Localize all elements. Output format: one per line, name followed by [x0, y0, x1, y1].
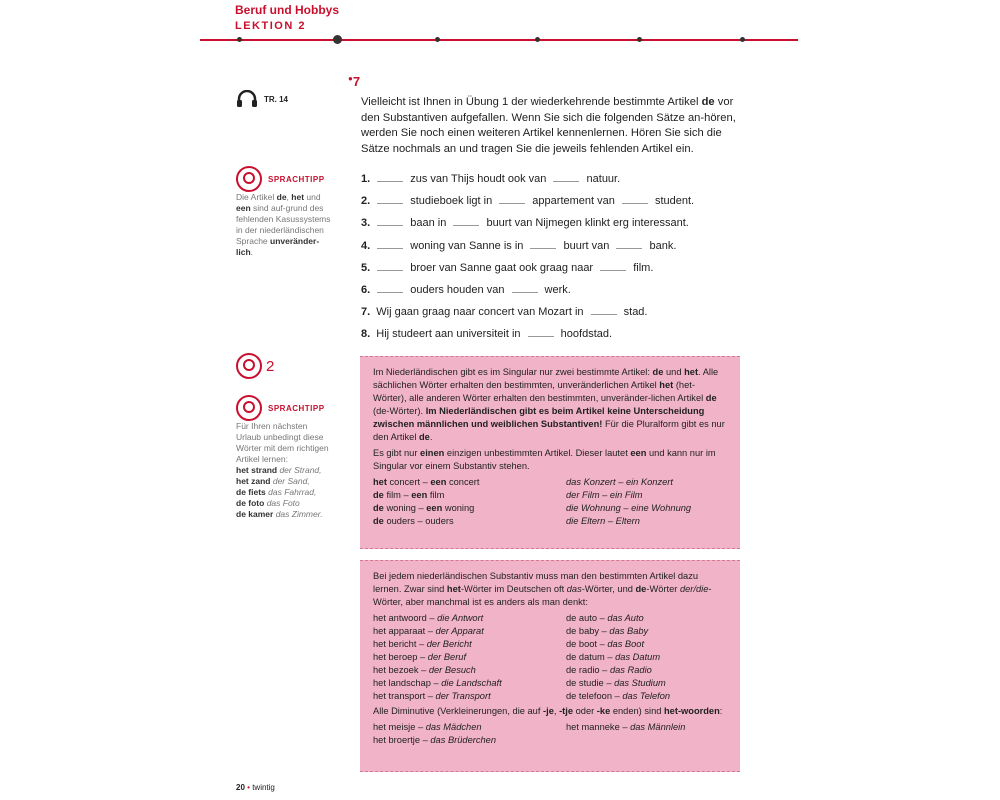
blank-field[interactable]: [499, 195, 525, 204]
exercise-items: [361, 173, 694, 351]
blank-field[interactable]: [528, 328, 554, 337]
exercise-item: 6. ouders houden van werk.: [361, 283, 571, 296]
page-number: 20 • twintig: [236, 783, 275, 792]
vocab-row: het bezoek – der Besuch de radio – das Radio: [373, 665, 652, 675]
article-example-row: de film – een film der Film – ein Film: [373, 490, 643, 500]
article-example-row: de ouders – ouders die Eltern – Eltern: [373, 516, 640, 526]
indefinite-paragraph: Es gibt nur einen einzigen unbestimmten Artikel. Dieser lautet een und kann nur im Singular vor einem Substantiv stehen.: [373, 448, 716, 471]
articles-paragraph: Im Niederländischen gibt es im Singular nur zwei bestimmte Artikel: de und het. Alle sächlichen Wörter erhalten den bestimmten, unveränderlichen Artikel het (het-Wörter), alle anderen Wörter erhalten den bestimmten, unveränder-lichen Artikel de (de-Wörter). Im Niederländischen gibt es beim Artikel keine Unterscheidung zwischen männlichen und weiblichen Substantiven! Für die Pluralform gibt es nur den Artikel de.: [373, 367, 725, 442]
bullet-icon: ●: [348, 74, 353, 83]
blank-field[interactable]: [530, 240, 556, 249]
vocab-row: het broertje – das Brüderchen: [373, 735, 497, 745]
sprachtipp-2-heading: SPRACHTIPP: [236, 395, 325, 421]
vocab-entry: de fiets das Fahrrad,: [236, 487, 317, 497]
exercise-item: 7. Wij gaan graag naar concert van Mozart in stad.: [361, 306, 648, 319]
exercise-item: 2. studieboek ligt in appartement van student.: [361, 195, 695, 208]
vocab-entry: de kamer das Zimmer.: [236, 509, 323, 519]
sprachtipp-1-heading: SPRACHTIPP: [236, 166, 325, 192]
sprachtipp-2-text: Für Ihren nächsten Urlaub unbedingt diese Wörter mit dem richtigen Artikel lernen: het strand der Strand, het zand der Sand, de fiets das Fahrrad, de foto das Foto de kamer das Zimmer.: [236, 421, 331, 520]
vocab-entry: het zand der Sand,: [236, 476, 310, 486]
exercise-item: 1. zus van Thijs houdt ook van natuur.: [361, 173, 621, 185]
exercise-item: 5. broer van Sanne gaat ook graag naar film.: [361, 261, 654, 274]
article-example-row: het concert – een concert das Konzert – ein Konzert: [373, 477, 673, 487]
blank-field[interactable]: [616, 240, 642, 249]
blank-field[interactable]: [622, 195, 648, 204]
headphones-icon: [236, 90, 258, 108]
vocab-row: het meisje – das Mädchen het manneke – das Männlein: [373, 722, 686, 732]
lesson-timeline: [200, 39, 798, 41]
exercise-number: ●7: [348, 74, 361, 89]
blank-field[interactable]: [512, 284, 538, 293]
sprachtipp-1-text: Die Artikel de, het und een sind auf-grund des fehlenden Kasussystems in der niederländischen Sprache unveränder-lich.: [236, 192, 331, 257]
blank-field[interactable]: [377, 240, 403, 249]
blank-field[interactable]: [453, 217, 479, 226]
chapter-title: Beruf und Hobbys: [235, 3, 339, 17]
exercise-instruction: Vielleicht ist Ihnen in Übung 1 der wiederkehrende bestimmte Artikel de vor den Substantiven aufgefallen. Wenn Sie sich die folgenden Sätze an-hören, werden Sie noch einen weiteren Artikel kennenlernen. Hören Sie sich die Sätze nochmals an und tragen Sie die jeweils fehlenden Artikel ein.: [361, 96, 736, 155]
gender-paragraph: Bei jedem niederländischen Substantiv muss man den bestimmten Artikel dazu lernen. Zwar sind het-Wörter im Deutschen oft das-Wörter, und de-Wörter der/die-Wörter, aber manchmal ist es anders als man denkt:: [373, 571, 712, 607]
vocab-row: het transport – der Transport de telefoon – das Telefon: [373, 691, 671, 701]
vocab-entry: de foto das Foto: [236, 498, 300, 508]
lightbulb-icon: [236, 166, 262, 192]
exercise-item: 4. woning van Sanne is in buurt van bank.: [361, 239, 677, 252]
grammar-box-articles: [360, 356, 740, 549]
vocab-row: het antwoord – die Antwort de auto – das Auto: [373, 613, 644, 623]
audio-track: [236, 90, 288, 108]
vocab-entry: het strand der Strand,: [236, 465, 322, 475]
blank-field[interactable]: [553, 173, 579, 182]
lightbulb-icon: [236, 395, 262, 421]
tip-badge-2: 2: [236, 353, 274, 379]
blank-field[interactable]: [591, 306, 617, 315]
blank-field[interactable]: [377, 195, 403, 204]
blank-field[interactable]: [377, 173, 403, 182]
exercise-item: 8. Hij studeert aan universiteit in hoofdstad.: [361, 328, 613, 341]
blank-field[interactable]: [600, 262, 626, 271]
blank-field[interactable]: [377, 217, 403, 226]
blank-field[interactable]: [377, 262, 403, 271]
track-label: TR. 14: [264, 94, 289, 104]
lightbulb-icon: [236, 353, 262, 379]
blank-field[interactable]: [377, 284, 403, 293]
vocab-row: het apparaat – der Apparat de baby – das Baby: [373, 626, 649, 636]
vocab-row: het bericht – der Bericht de boot – das Boot: [373, 639, 645, 649]
vocab-row: het landschap – die Landschaft de studie – das Studium: [373, 678, 666, 688]
lesson-label: LEKTION 2: [235, 20, 306, 32]
exercise-item: 3. baan in buurt van Nijmegen klinkt erg interessant.: [361, 217, 689, 230]
vocab-row: het beroep – der Beruf de datum – das Datum: [373, 652, 661, 662]
diminutive-paragraph: Alle Diminutive (Verkleinerungen, die auf -je, -tje oder -ke enden) sind het-woorden:: [373, 706, 723, 716]
article-example-row: de woning – een woning die Wohnung – eine Wohnung: [373, 503, 692, 513]
grammar-box-gender: [360, 560, 740, 772]
